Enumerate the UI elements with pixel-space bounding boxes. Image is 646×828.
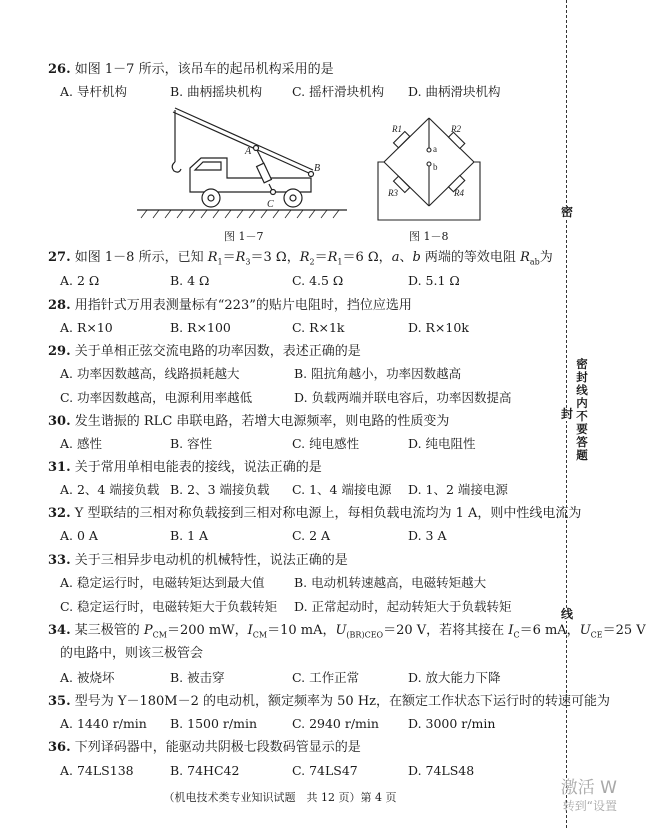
option-c: C. 2940 r/min — [292, 716, 379, 731]
option-c: C. 1、4 端接电源 — [292, 482, 392, 497]
question-number: 33. — [48, 553, 71, 568]
question-number: 29. — [48, 344, 71, 359]
option-d: D. 3 A — [408, 528, 447, 543]
question-34 — [48, 623, 646, 644]
option-a: A. 稳定运行时，电磁转矩达到最大值 — [60, 575, 265, 590]
option-c: C. 2 A — [292, 528, 331, 543]
fig18-label-r1: R1 — [392, 124, 402, 134]
watermark-line1: 激活 W — [560, 778, 617, 798]
fig18-label-r3: R3 — [388, 188, 398, 198]
option-b: B. 电动机转速越高，电磁转矩越大 — [294, 575, 487, 590]
option-d: D. 负载两端并联电容后，功率因数提高 — [294, 390, 512, 405]
options-34 — [60, 670, 530, 686]
question-36 — [48, 740, 361, 756]
options-28 — [60, 320, 530, 336]
options-33-row2 — [60, 599, 530, 615]
option-b: B. 1500 r/min — [170, 716, 258, 731]
fig17-label-c: C — [267, 199, 274, 210]
option-b: B. 74HC42 — [170, 763, 240, 778]
option-a: A. 被烧坏 — [60, 670, 115, 685]
question-text-line1: 某三极管的 $P_{CM}=200$ mW，$I_{CM}=10$ mA，$U_{(BR)CEO}=20$ V，若将其接在 $I_C=6$ mA，$U_{CE}=25$ V — [74, 623, 646, 640]
option-d: D. 放大能力下降 — [408, 670, 501, 685]
question-30 — [48, 414, 449, 430]
page-footer: （机电技术类专业知识试题 共 12 页）第 4 页 — [163, 791, 397, 804]
option-d: D. 曲柄滑块机构 — [408, 84, 501, 99]
options-32 — [60, 528, 530, 544]
option-a: A. 感性 — [60, 436, 102, 451]
question-33 — [48, 553, 348, 569]
fig18-label-r2: R2 — [451, 124, 461, 134]
fig18-label-b: b — [433, 162, 438, 172]
options-31 — [60, 482, 530, 498]
option-d: D. R×10k — [408, 320, 469, 335]
option-c: C. 稳定运行时，电磁转矩大于负载转矩 — [60, 599, 278, 614]
option-a: A. 2 Ω — [60, 273, 100, 288]
question-number: 28. — [48, 298, 71, 313]
option-b: B. 被击穿 — [170, 670, 225, 685]
figure-1-8-caption: 图 1－8 — [409, 230, 449, 243]
question-number: 26. — [48, 62, 71, 77]
figure-1-7-caption: 图 1－7 — [224, 230, 264, 243]
option-c: C. R×1k — [292, 320, 345, 335]
question-35 — [48, 694, 610, 710]
option-b: B. 4 Ω — [170, 273, 210, 288]
option-c: C. 4.5 Ω — [292, 273, 344, 288]
fig17-label-b: B — [314, 163, 321, 174]
option-d: D. 正常起动时，起动转矩大于负载转矩 — [294, 599, 512, 614]
options-36 — [60, 763, 530, 779]
option-d: D. 74LS48 — [408, 763, 475, 778]
question-number: 30. — [48, 414, 71, 429]
figure-1-7-crane — [135, 104, 350, 228]
option-a: A. 导杆机构 — [60, 84, 127, 99]
options-33-row1 — [60, 575, 530, 591]
question-31 — [48, 460, 322, 476]
fig18-label-r4: R4 — [454, 188, 464, 198]
question-number: 34. — [48, 623, 71, 638]
question-text: 关于单相正弦交流电路的功率因数，表述正确的是 — [74, 344, 361, 359]
question-number: 32. — [48, 506, 71, 521]
options-29-row2 — [60, 390, 530, 406]
option-c: C. 74LS47 — [292, 763, 358, 778]
figure-1-8-circuit — [374, 112, 484, 226]
question-26 — [48, 62, 334, 78]
options-26 — [60, 84, 530, 100]
option-b: B. 1 A — [170, 528, 209, 543]
option-c: C. 纯电感性 — [292, 436, 360, 451]
question-text: 如图 1－8 所示，已知 $R_1=R_3=3$ Ω，$R_2=R_1=6$ Ω，a、b 两端的等效电阻 $R_{ab}$为 — [74, 250, 553, 267]
question-number: 35. — [48, 694, 71, 709]
question-29 — [48, 344, 361, 360]
seal-char-xian: 线 — [560, 607, 573, 621]
fig17-label-a: A — [245, 146, 252, 157]
option-b: B. 容性 — [170, 436, 213, 451]
question-number: 27. — [48, 250, 71, 265]
option-d: D. 1、2 端接电源 — [408, 482, 508, 497]
option-a: A. 74LS138 — [60, 763, 134, 778]
question-text: 关于常用单相电能表的接线，说法正确的是 — [74, 460, 322, 475]
question-text: 用指针式万用表测量标有“223”的贴片电阻时，挡位应选用 — [74, 298, 412, 313]
option-b: B. R×100 — [170, 320, 231, 335]
question-28 — [48, 298, 412, 314]
option-b: B. 阻抗角越小，功率因数越高 — [294, 366, 462, 381]
fig18-label-a: a — [433, 144, 437, 154]
question-text: 关于三相异步电动机的机械特性，说法正确的是 — [74, 553, 348, 568]
question-text: Y 型联结的三相对称负载接到三相对称电源上，每相负载电流均为 1 A，则中性线电流为 — [74, 506, 582, 521]
activation-watermark — [561, 778, 617, 814]
question-27 — [48, 250, 553, 271]
question-34-line2: 的电路中，则该三极管会 — [60, 646, 204, 661]
seal-char-feng: 封 — [560, 407, 573, 421]
question-text: 下列译码器中，能驱动共阴极七段数码管显示的是 — [74, 740, 361, 755]
question-text: 型号为 Y－180M－2 的电动机，额定频率为 50 Hz，在额定工作状态下运行时的转速可能为 — [74, 694, 611, 709]
option-a: A. R×10 — [60, 320, 113, 335]
option-d: D. 3000 r/min — [408, 716, 496, 731]
question-text: 发生谐振的 RLC 串联电路，若增大电源频率，则电路的性质变为 — [74, 414, 450, 429]
question-number: 31. — [48, 460, 71, 475]
question-number: 36. — [48, 740, 71, 755]
option-d: D. 纯电阻性 — [408, 436, 476, 451]
seal-note: 密封线内不要答题 — [576, 357, 588, 462]
options-35 — [60, 716, 530, 732]
option-c: C. 摇杆滑块机构 — [292, 84, 385, 99]
watermark-line2: 转到“设置 — [562, 799, 617, 813]
option-c: C. 工作正常 — [292, 670, 360, 685]
option-b: B. 曲柄摇块机构 — [170, 84, 263, 99]
options-27 — [60, 273, 530, 289]
option-a: A. 2、4 端接负载 — [60, 482, 160, 497]
option-a: A. 0 A — [60, 528, 98, 543]
question-text: 如图 1－7 所示，该吊车的起吊机构采用的是 — [74, 62, 334, 77]
seal-char-mi: 密 — [560, 205, 573, 219]
option-a: A. 功率因数越高，线路损耗越大 — [60, 366, 240, 381]
question-32 — [48, 506, 581, 522]
options-29-row1 — [60, 366, 530, 382]
option-d: D. 5.1 Ω — [408, 273, 460, 288]
option-c: C. 功率因数越高，电源利用率越低 — [60, 390, 253, 405]
options-30 — [60, 436, 530, 452]
option-a: A. 1440 r/min — [60, 716, 147, 731]
option-b: B. 2、3 端接负载 — [170, 482, 270, 497]
